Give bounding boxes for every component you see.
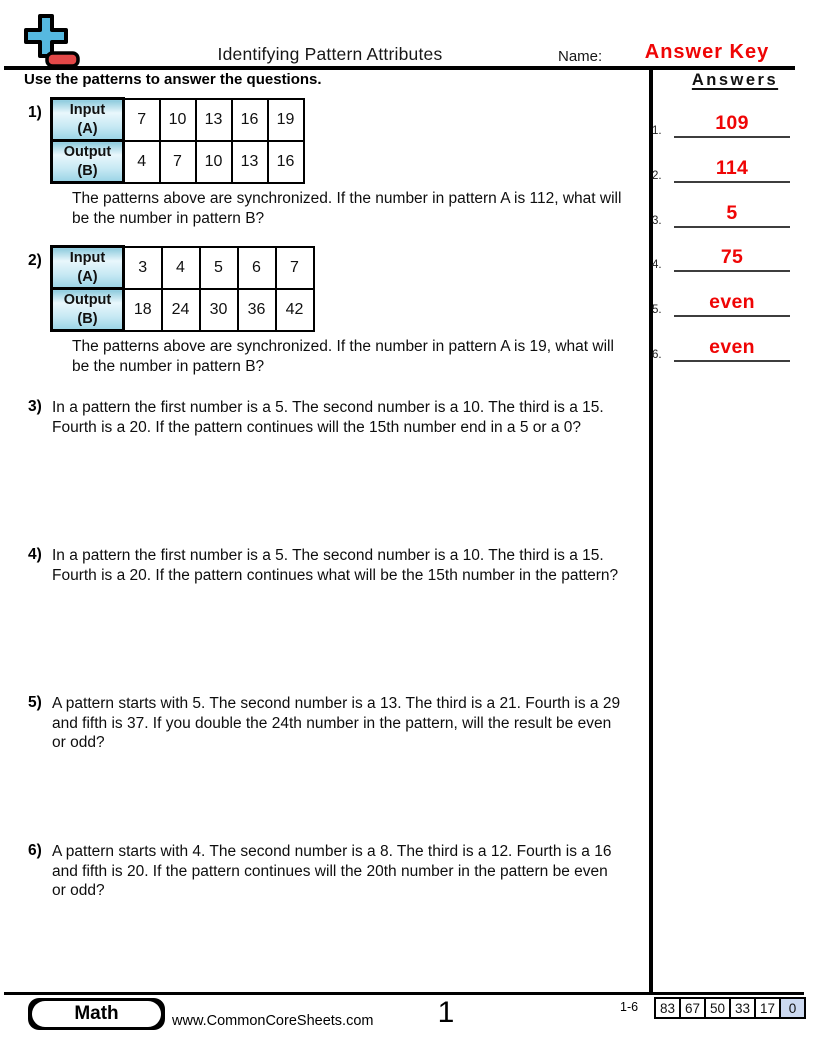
answer-number: 6. bbox=[652, 349, 662, 361]
question-text-line: be the number in pattern B? bbox=[72, 209, 265, 227]
answer-blank bbox=[674, 336, 790, 362]
question-4 bbox=[28, 546, 650, 585]
answer-value: even bbox=[709, 336, 755, 358]
pattern-table-1 bbox=[50, 97, 305, 184]
footer-divider bbox=[4, 992, 804, 995]
pattern-table-2 bbox=[50, 245, 315, 332]
question-6 bbox=[28, 842, 650, 901]
name-label: Name: bbox=[558, 48, 603, 65]
input-header-cell bbox=[52, 247, 124, 289]
answer-row-4 bbox=[652, 246, 810, 272]
table-row bbox=[52, 289, 314, 331]
question-1 bbox=[28, 97, 650, 228]
table-cell: 19 bbox=[268, 99, 304, 141]
question-5 bbox=[28, 694, 650, 753]
input-label: Input bbox=[69, 102, 106, 119]
table-cell: 16 bbox=[232, 99, 268, 141]
score-box: 83 bbox=[654, 997, 681, 1019]
question-text bbox=[72, 189, 650, 228]
answer-blank bbox=[674, 112, 790, 138]
question-2 bbox=[28, 245, 650, 376]
output-header-cell bbox=[52, 289, 124, 331]
question-text-line: A pattern starts with 4. The second number is a 8. The third is a 12. Fourth is a 16 bbox=[52, 843, 612, 860]
table-cell: 4 bbox=[162, 247, 200, 289]
table-cell: 4 bbox=[124, 141, 160, 183]
output-label: Output bbox=[63, 292, 112, 309]
score-box-zero: 0 bbox=[779, 997, 806, 1019]
subject-badge bbox=[28, 998, 165, 1030]
question-number: 4) bbox=[28, 546, 42, 563]
score-box: 67 bbox=[679, 997, 706, 1019]
input-sub-label: (A) bbox=[77, 120, 98, 137]
table-cell: 7 bbox=[160, 141, 196, 183]
logo-graphic bbox=[19, 11, 83, 73]
question-text-line: or odd? bbox=[52, 882, 105, 899]
answer-number: 3. bbox=[652, 215, 662, 227]
score-box: 17 bbox=[754, 997, 781, 1019]
plus-minus-logo bbox=[19, 11, 83, 73]
instruction-text: Use the patterns to answer the questions. bbox=[24, 71, 322, 88]
score-box: 33 bbox=[729, 997, 756, 1019]
question-number: 3) bbox=[28, 398, 42, 415]
score-strip bbox=[654, 997, 806, 1019]
answer-value: 114 bbox=[715, 157, 749, 179]
answer-row-6 bbox=[652, 336, 810, 362]
table-cell: 10 bbox=[160, 99, 196, 141]
output-header-cell bbox=[52, 141, 124, 183]
answer-number: 4. bbox=[652, 259, 662, 271]
output-label: Output bbox=[63, 144, 112, 161]
answer-blank bbox=[674, 202, 790, 228]
question-text-line: or odd? bbox=[52, 734, 105, 751]
table-cell: 7 bbox=[124, 99, 160, 141]
table-row bbox=[52, 99, 304, 141]
minus-icon bbox=[47, 53, 78, 66]
table-cell: 13 bbox=[232, 141, 268, 183]
subject-badge-label: Math bbox=[32, 1001, 161, 1027]
answer-value: 109 bbox=[715, 112, 749, 134]
answer-row-2 bbox=[652, 157, 810, 183]
question-text-line: The patterns above are synchronized. If the number in pattern A is 19, what will bbox=[72, 338, 614, 355]
answer-value: even bbox=[709, 291, 755, 313]
question-text bbox=[52, 694, 620, 753]
answer-blank bbox=[674, 157, 790, 183]
question-number: 1) bbox=[28, 104, 42, 121]
question-text-line: and fifth is 37. If you double the 24th number in the pattern, will the result be even bbox=[52, 714, 612, 732]
table-cell: 24 bbox=[162, 289, 200, 331]
answer-number: 5. bbox=[652, 304, 662, 316]
output-sub-label: (B) bbox=[77, 162, 98, 179]
answer-number: 2. bbox=[652, 170, 662, 182]
input-label: Input bbox=[69, 250, 106, 267]
answers-heading: Answers bbox=[691, 71, 779, 89]
answer-row-5 bbox=[652, 291, 810, 317]
table-cell: 3 bbox=[124, 247, 162, 289]
table-row bbox=[52, 247, 314, 289]
question-3 bbox=[28, 398, 650, 437]
input-header-cell bbox=[52, 99, 124, 141]
table-cell: 18 bbox=[124, 289, 162, 331]
question-text-line: In a pattern the first number is a 5. The second number is a 10. The third is a 15. bbox=[52, 399, 604, 416]
plus-icon bbox=[26, 16, 66, 56]
answer-value: 5 bbox=[726, 202, 738, 224]
question-number: 5) bbox=[28, 694, 42, 711]
question-text bbox=[52, 546, 618, 585]
header-divider bbox=[4, 66, 795, 70]
answer-blank bbox=[674, 291, 790, 317]
table-cell: 6 bbox=[238, 247, 276, 289]
table-cell: 7 bbox=[276, 247, 314, 289]
question-number: 2) bbox=[28, 252, 42, 269]
table-cell: 42 bbox=[276, 289, 314, 331]
answer-key-label: Answer Key bbox=[644, 41, 770, 63]
table-row bbox=[52, 141, 304, 183]
website-url: www.CommonCoreSheets.com bbox=[172, 1013, 374, 1029]
question-text-line: be the number in pattern B? bbox=[72, 357, 265, 375]
score-box: 50 bbox=[704, 997, 731, 1019]
table-cell: 16 bbox=[268, 141, 304, 183]
question-text-line: In a pattern the first number is a 5. The second number is a 10. The third is a 15. bbox=[52, 547, 604, 564]
page-title: Identifying Pattern Attributes bbox=[217, 44, 443, 64]
question-text-line: Fourth is a 20. If the pattern continues will the 15th number end in a 5 or a 0? bbox=[52, 418, 582, 436]
output-sub-label: (B) bbox=[77, 310, 98, 327]
table-cell: 30 bbox=[200, 289, 238, 331]
answer-number: 1. bbox=[652, 125, 662, 137]
question-text bbox=[52, 398, 604, 437]
table-cell: 13 bbox=[196, 99, 232, 141]
question-text-line: The patterns above are synchronized. If the number in pattern A is 112, what will bbox=[72, 190, 622, 207]
question-text-line: and fifth is 20. If the pattern continues will the 20th number in the pattern be even bbox=[52, 862, 608, 880]
score-range-label: 1-6 bbox=[620, 1000, 639, 1014]
page-number: 1 bbox=[437, 996, 455, 1029]
question-text-line: A pattern starts with 5. The second number is a 13. The third is a 21. Fourth is a 29 bbox=[52, 695, 621, 712]
question-number: 6) bbox=[28, 842, 42, 859]
question-text bbox=[72, 337, 650, 376]
answer-value: 75 bbox=[720, 246, 744, 268]
answer-blank bbox=[674, 246, 790, 272]
table-cell: 10 bbox=[196, 141, 232, 183]
answer-row-3 bbox=[652, 202, 810, 228]
answer-row-1 bbox=[652, 112, 810, 138]
table-cell: 36 bbox=[238, 289, 276, 331]
question-text bbox=[52, 842, 611, 901]
question-text-line: Fourth is a 20. If the pattern continues what will be the 15th number in the pattern? bbox=[52, 566, 619, 584]
input-sub-label: (A) bbox=[77, 268, 98, 285]
table-cell: 5 bbox=[200, 247, 238, 289]
